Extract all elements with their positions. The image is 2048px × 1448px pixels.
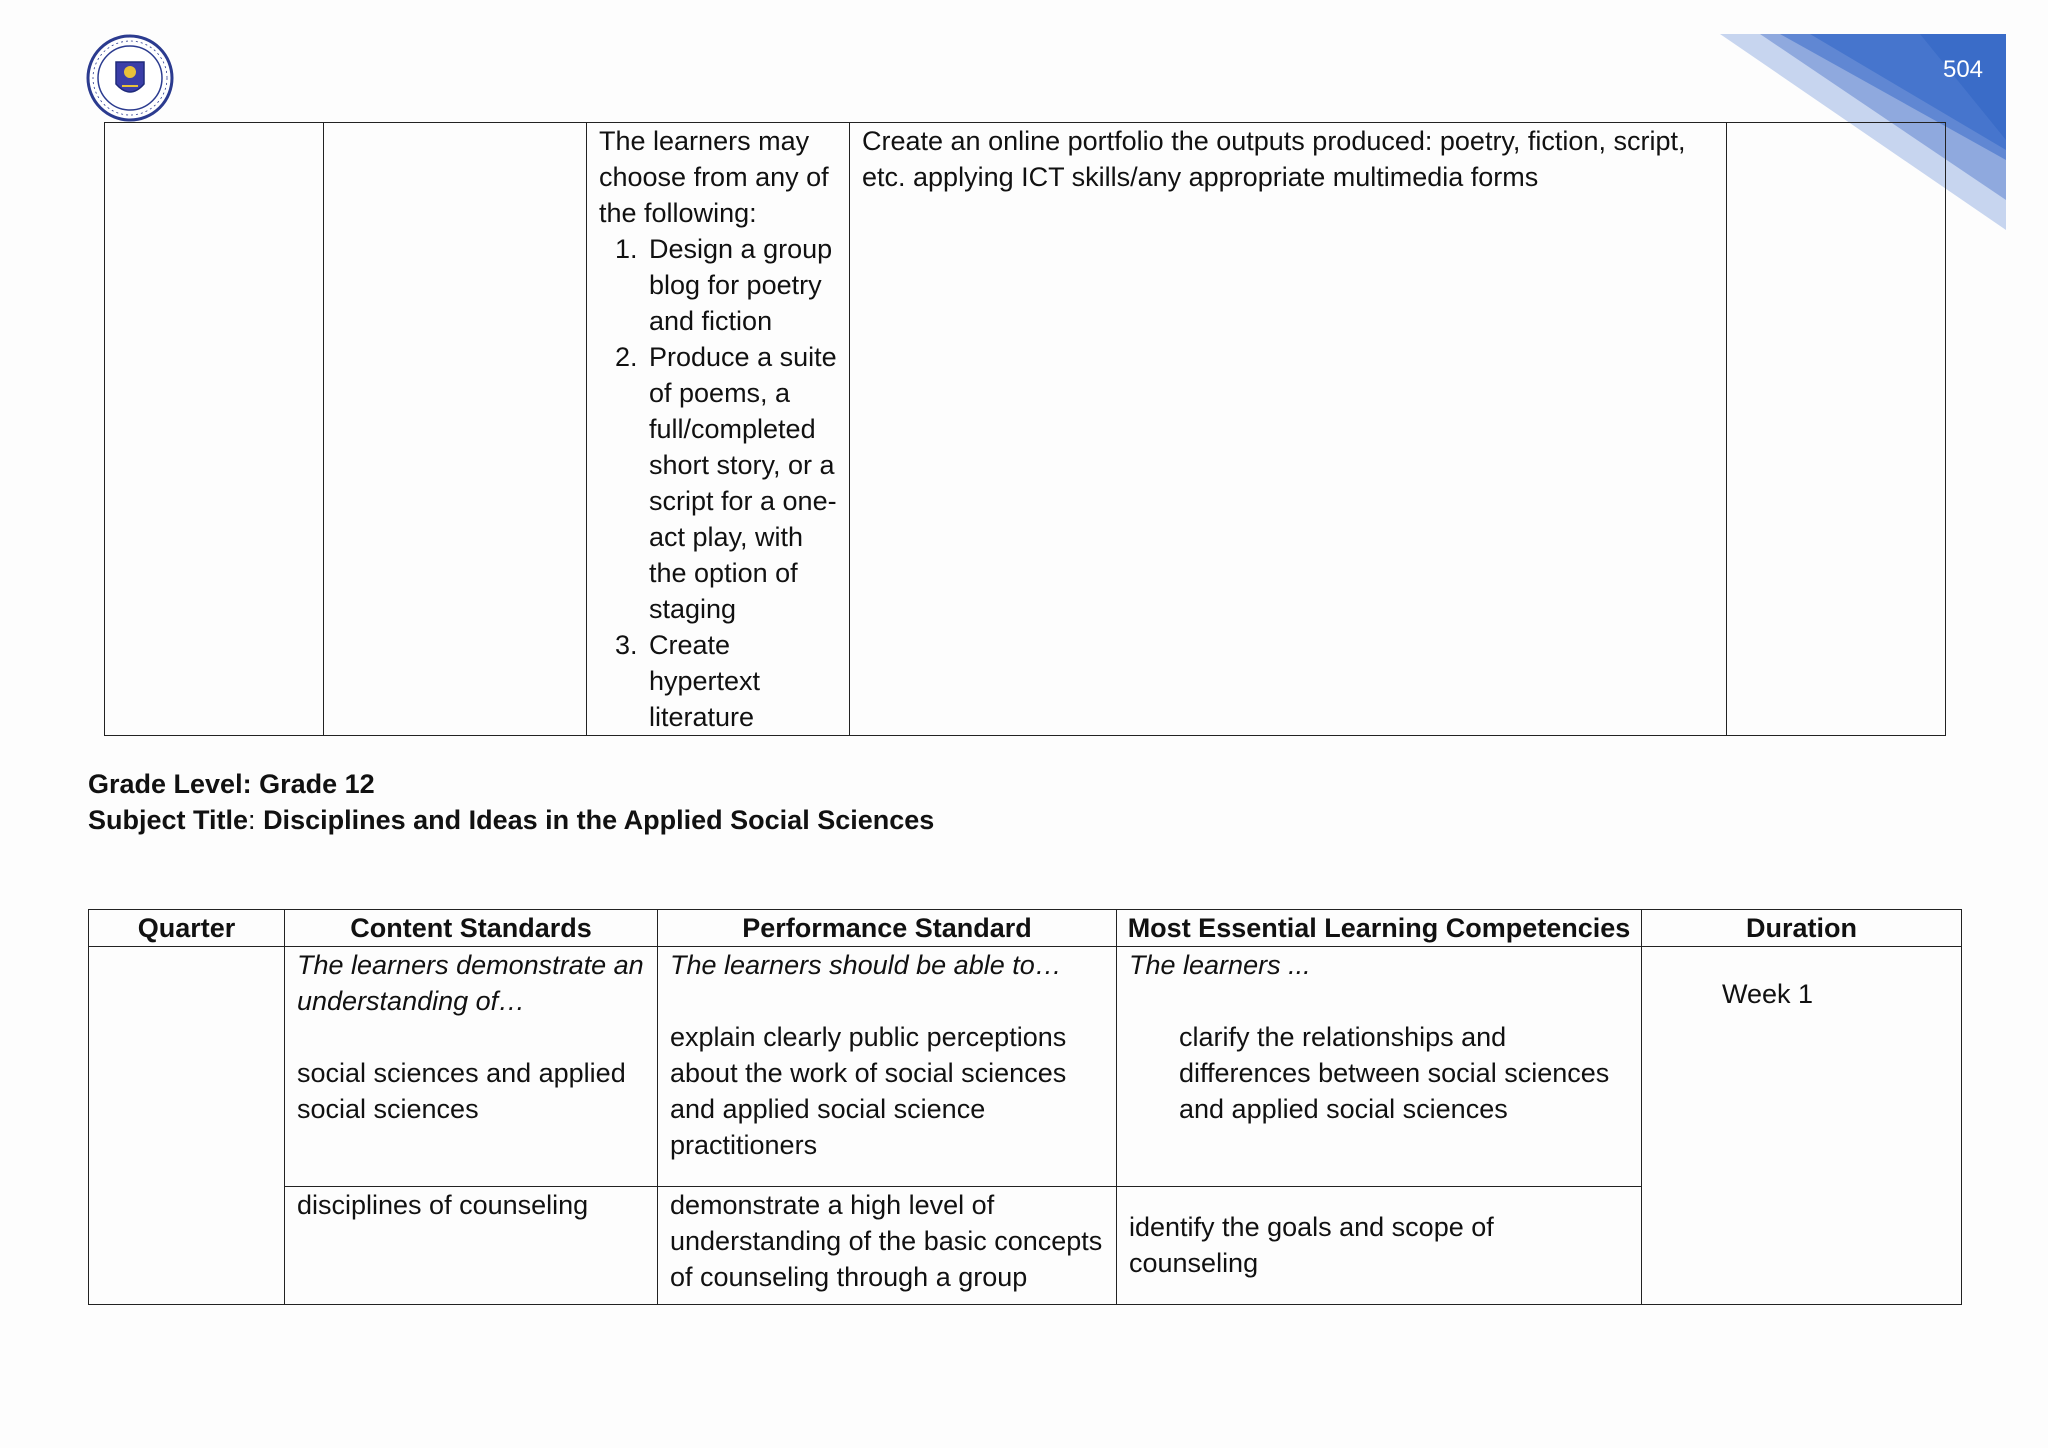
duration-cell: [1642, 947, 1962, 1305]
continuation-table: [104, 122, 1946, 736]
content-standard-cell: disciplines of counseling: [285, 1187, 658, 1305]
activity-intro: The learners may choose from any of the following:: [599, 126, 829, 228]
table-row: [105, 123, 1946, 736]
deped-seal-icon: [86, 34, 174, 122]
page-number: 504: [1942, 56, 1984, 83]
header-duration: Duration: [1642, 910, 1962, 947]
list-item: 3. Create hypertext literature: [645, 627, 837, 735]
list-item: 2. Produce a suite of poems, a full/completed short story, or a script for a one-act play, with the option of staging: [645, 339, 837, 627]
competency-cell: [1117, 1187, 1642, 1305]
header-content-standards: Content Standards: [285, 910, 658, 947]
duration-text: Week 1: [1722, 978, 1814, 1009]
competency-text: clarify the relationships and differences between social sciences and applied social sciences: [1179, 1022, 1610, 1124]
performance-standard-text: explain clearly public perceptions about the work of social sciences and applied social science practitioners: [670, 1022, 1067, 1160]
activity-options-cell: [587, 123, 850, 736]
header-performance-standard: Performance Standard: [658, 910, 1117, 947]
table-cell: [105, 123, 324, 736]
table-cell: [1727, 123, 1946, 736]
header-competencies: Most Essential Learning Competencies: [1117, 910, 1642, 947]
header-row: [89, 910, 1962, 947]
performance-standard-cell: demonstrate a high level of understanding of the basic concepts of counseling through a group: [658, 1187, 1117, 1305]
content-standard-cell: [285, 947, 658, 1187]
table-row: [89, 947, 1962, 1187]
subject-title-value: Disciplines and Ideas in the Applied Social Sciences: [263, 805, 935, 835]
portfolio-cell: Create an online portfolio the outputs produced: poetry, fiction, script, etc. applying ICT skills/any appropriate multimedia forms: [850, 123, 1727, 736]
subject-title-line: Subject Title: Disciplines and Ideas in the Applied Social Sciences: [88, 805, 935, 835]
grade-level-value: Grade 12: [259, 769, 375, 799]
grade-level-label: Grade Level:: [88, 769, 252, 799]
quarter-cell: [89, 947, 285, 1305]
competency-text: identify the goals and scope of counseling: [1129, 1212, 1494, 1278]
table-cell: [324, 123, 587, 736]
content-standard-text: social sciences and applied social sciences: [297, 1058, 626, 1124]
performance-standard-cell: [658, 947, 1117, 1187]
competencies-table: [88, 909, 1962, 1305]
grade-level-line: [88, 766, 375, 802]
competency-intro: The learners ...: [1129, 950, 1311, 980]
performance-intro: The learners should be able to…: [670, 950, 1062, 980]
subject-title-label: Subject Title: [88, 805, 249, 835]
activity-list: [599, 231, 837, 735]
competency-cell: [1117, 947, 1642, 1187]
content-intro: The learners demonstrate an understanding of…: [297, 950, 644, 1016]
header-quarter: Quarter: [89, 910, 285, 947]
list-item: 1. Design a group blog for poetry and fiction: [645, 231, 837, 339]
